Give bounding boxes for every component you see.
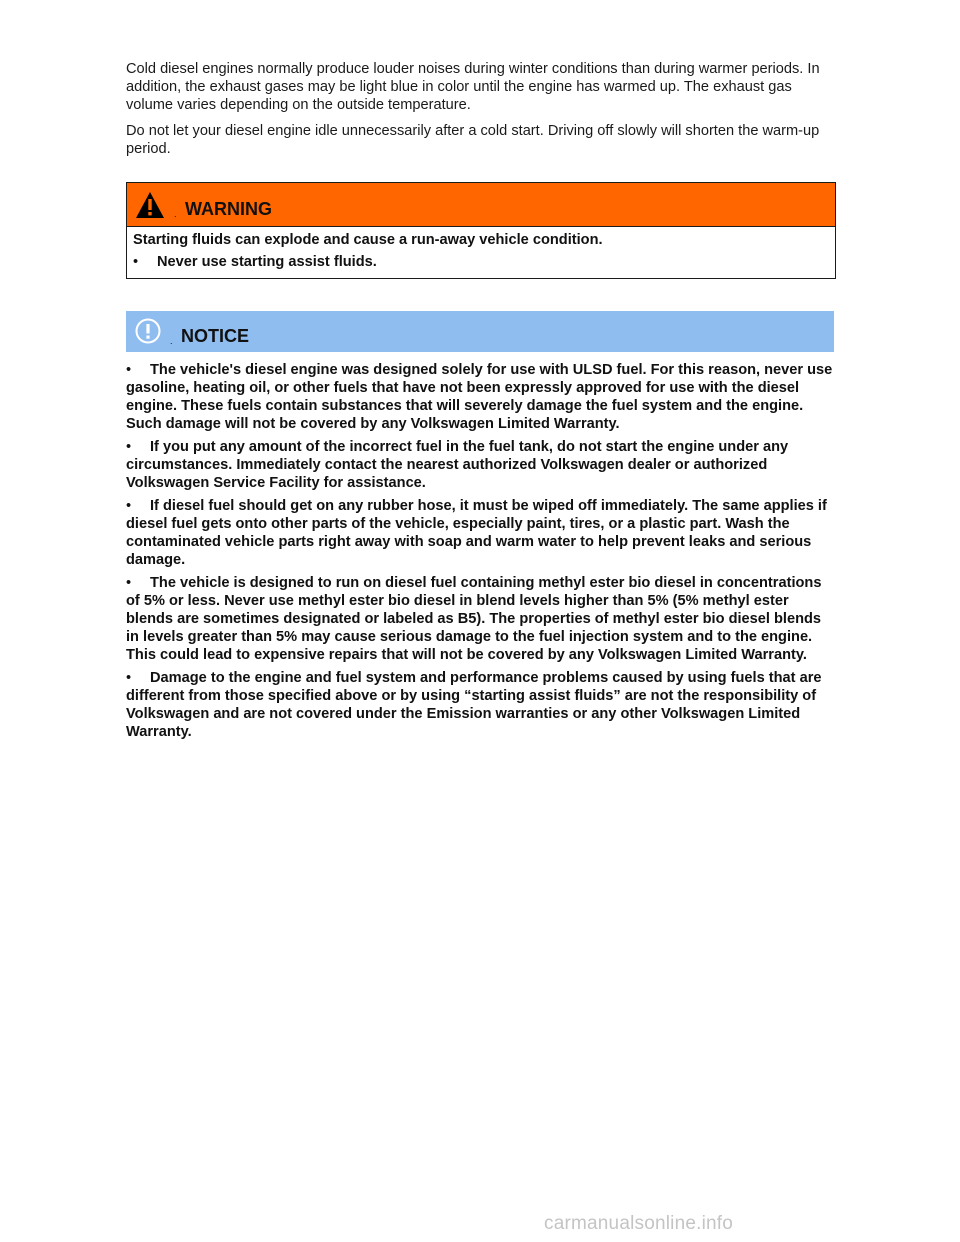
notice-header-marker: .: [170, 336, 173, 346]
warning-bullet-text: Never use starting assist fluids.: [157, 254, 377, 270]
warning-content: [127, 227, 835, 278]
bullet-glyph: •: [126, 362, 132, 378]
bullet-glyph: •: [126, 498, 132, 514]
notice-item-ulsd-fuel: [126, 361, 836, 433]
warning-bullet-item: [133, 253, 829, 271]
notice-item-text: If you put any amount of the incorrect fuel in the fuel tank, do not start the engine under any circumstances. Immediately contact the nearest authorized Volkswagen dealer or authorized Volkswagen Service Facility for assistance.: [126, 439, 789, 491]
intro-paragraph-idle: Do not let your diesel engine idle unnecessarily after a cold start. Driving off slowly will shorten the warm-up period.: [126, 123, 820, 157]
warning-triangle-icon: [135, 191, 165, 219]
notice-item-text: The vehicle is designed to run on diesel fuel containing methyl ester bio diesel in concentrations of 5% or less. Never use methyl ester bio diesel in blend levels higher than 5% (5% methyl ester blends are sometimes designated or labeled as B5). The properties of methyl ester bio diesel blends in levels greater than 5% may cause serious damage to the fuel injection system and to the engine. This could lead to expensive repairs that will not be covered by any Volkswagen Limited Warranty.: [126, 575, 822, 663]
notice-item-incorrect-fuel: [126, 438, 836, 492]
notice-header: [126, 311, 834, 352]
notice-list: [126, 361, 836, 741]
warning-box: [126, 182, 836, 279]
warning-header: [127, 183, 835, 227]
notice-item-rubber-hose: [126, 497, 836, 569]
notice-title: NOTICE: [181, 326, 250, 346]
bullet-glyph: •: [126, 439, 132, 455]
notice-item-text: If diesel fuel should get on any rubber hose, it must be wiped off immediately. The same applies if diesel fuel gets onto other parts of the vehicle, especially paint, tires, or a plastic part. Wash the contaminated vehicle parts right away with soap and warm water to help prevent leaks and serious damage.: [126, 498, 827, 568]
intro-paragraph-cold-engine: Cold diesel engines normally produce louder noises during winter conditions than during warmer periods. In addition, the exhaust gases may be light blue in color until the engine has warmed up. The exhaust gas volume varies depending on the outside temperature.: [126, 61, 820, 113]
notice-item-bio-diesel: [126, 574, 836, 664]
bullet-glyph: •: [133, 254, 139, 270]
notice-item-damage-warranty: [126, 669, 836, 741]
manual-page: [126, 60, 836, 746]
site-watermark: carmanualsonline.info: [544, 1213, 734, 1234]
bullet-glyph: •: [126, 670, 132, 686]
warning-lead-text: Starting fluids can explode and cause a run-away vehicle condition.: [133, 232, 603, 248]
warning-title: WARNING: [185, 199, 272, 219]
notice-item-text: Damage to the engine and fuel system and performance problems caused by using fuels that are different from those specified above or by using “starting assist fluids” are not the responsibility of Volkswagen and are not covered under the Emission warranties or any other Volkswagen Limited Warranty.: [126, 670, 822, 740]
warning-header-marker: .: [174, 209, 177, 219]
exclamation-circle-icon: [135, 318, 161, 344]
bullet-glyph: •: [126, 575, 132, 591]
notice-item-text: The vehicle's diesel engine was designed solely for use with ULSD fuel. For this reason, never use gasoline, heating oil, or other fuels that have not been expressly approved for use with the diesel engine. These fuels contain substances that will severely damage the fuel system and the engine. Such damage will not be covered by any Volkswagen Limited Warranty.: [126, 362, 833, 432]
